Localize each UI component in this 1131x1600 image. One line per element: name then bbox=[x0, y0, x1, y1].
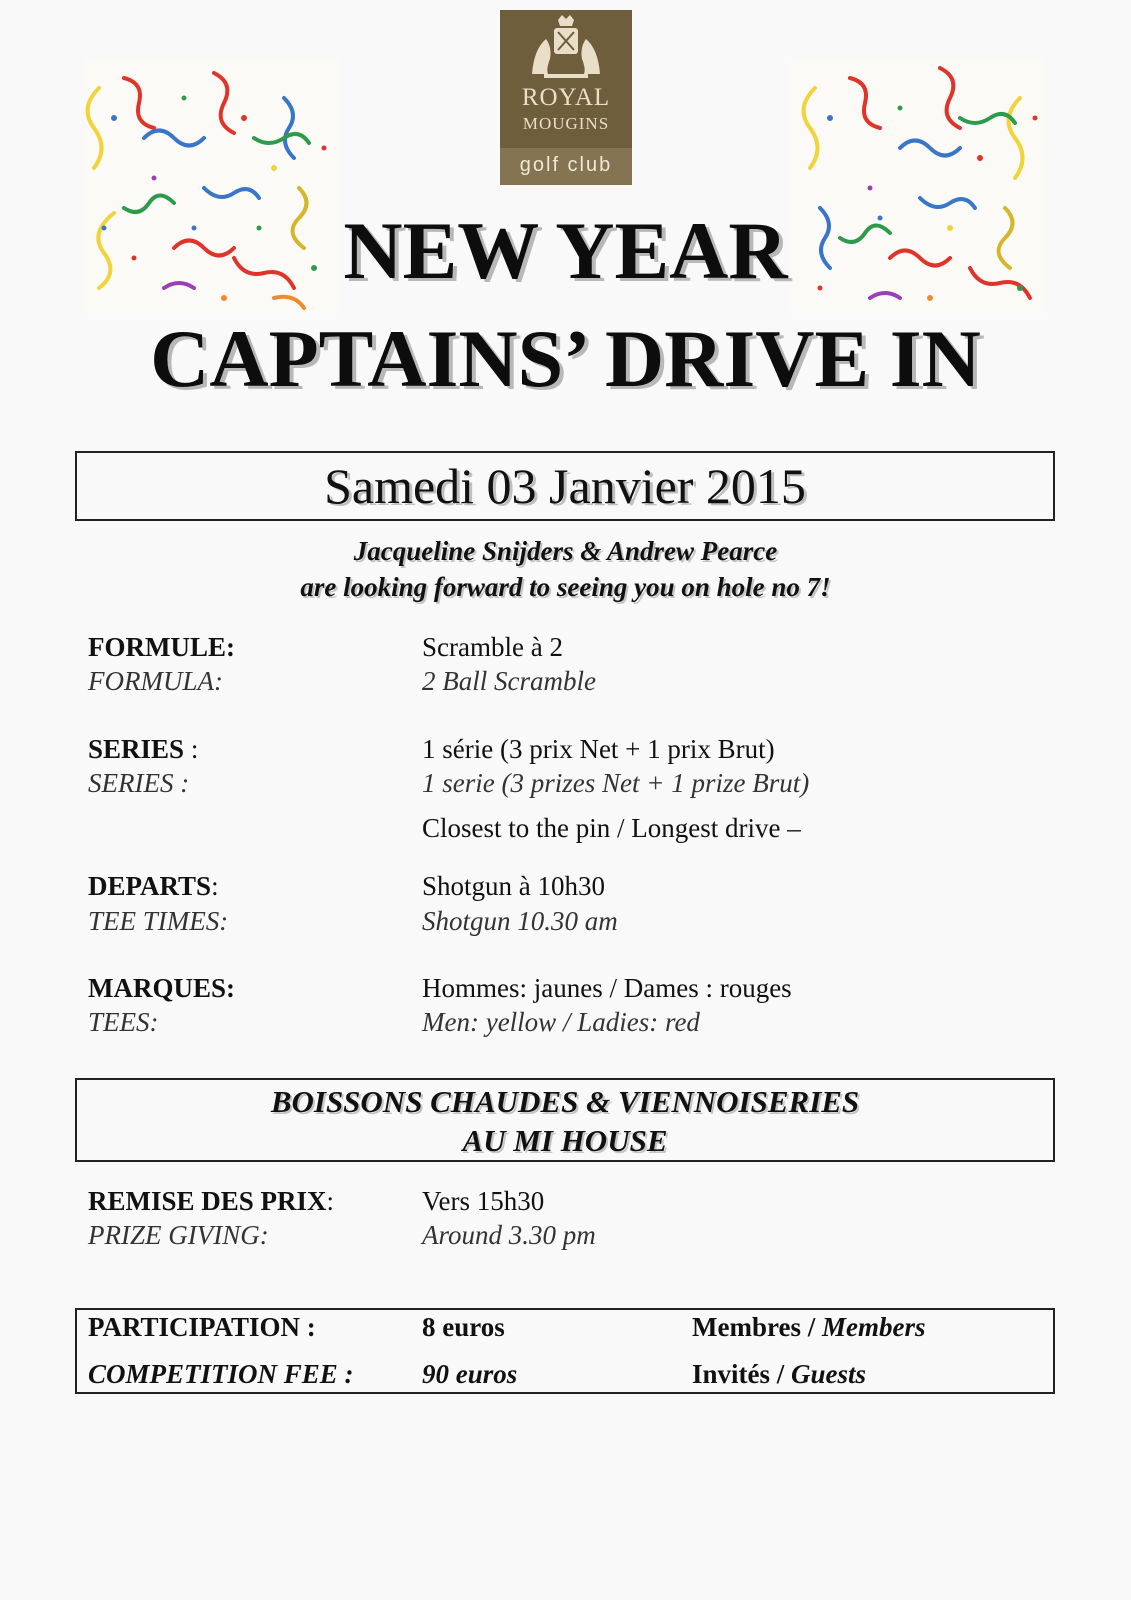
series-label-fr-text: SERIES bbox=[88, 734, 185, 764]
fee-row-1-who bbox=[692, 1312, 925, 1343]
headline-line-2: CAPTAINS’ DRIVE IN bbox=[150, 313, 981, 404]
fee-row-1-who-fr: Membres / bbox=[692, 1312, 822, 1342]
refreshments-box bbox=[75, 1078, 1055, 1162]
marques-label-en: TEES: bbox=[88, 1007, 159, 1037]
date-box bbox=[75, 451, 1055, 521]
prizes-value-en: Around 3.30 pm bbox=[422, 1220, 596, 1250]
departs-label-en: TEE TIMES: bbox=[88, 906, 229, 936]
series-value-en: 1 serie (3 prizes Net + 1 prize Brut) bbox=[422, 768, 810, 798]
fee-row-1-who-en: Members bbox=[821, 1312, 926, 1342]
departs-label-fr-colon: : bbox=[211, 871, 219, 901]
series-label-fr bbox=[88, 734, 198, 765]
prizes-label-en: PRIZE GIVING: bbox=[88, 1220, 269, 1250]
prizes-label-fr bbox=[88, 1186, 334, 1217]
departs-label-fr-text: DEPARTS bbox=[88, 871, 212, 901]
series-extra: Closest to the pin / Longest drive – bbox=[422, 813, 801, 843]
series-value-fr: 1 série (3 prix Net + 1 prix Brut) bbox=[422, 734, 775, 764]
club-logo bbox=[500, 10, 632, 185]
formule-label-fr: FORMULE: bbox=[88, 632, 235, 662]
fee-row-2-who bbox=[692, 1359, 866, 1390]
marques-label-fr: MARQUES: bbox=[88, 973, 235, 1003]
fee-row-2-who-en: Guests bbox=[791, 1359, 867, 1389]
prizes-value-fr: Vers 15h30 bbox=[422, 1186, 545, 1216]
logo-royal: ROYAL bbox=[521, 84, 611, 111]
prizes-label-fr-colon: : bbox=[326, 1186, 335, 1216]
fee-row-2-amount: 90 euros bbox=[422, 1359, 518, 1389]
fee-row-2-who-fr: Invités / bbox=[692, 1359, 792, 1389]
marques-value-fr: Hommes: jaunes / Dames : rouges bbox=[422, 973, 792, 1003]
logo-mougins: MOUGINS bbox=[522, 114, 610, 133]
series-label-en: SERIES : bbox=[88, 768, 190, 798]
refreshments-line-1: BOISSONS CHAUDES & VIENNOISERIES bbox=[270, 1084, 860, 1119]
event-date: Samedi 03 Janvier 2015 bbox=[324, 458, 806, 514]
hosts-line-1: Jacqueline Snijders & Andrew Pearce bbox=[353, 536, 778, 566]
refreshments-line-2: AU MI HOUSE bbox=[462, 1123, 668, 1158]
crest-icon bbox=[524, 14, 608, 84]
marques-value-en: Men: yellow / Ladies: red bbox=[422, 1007, 700, 1037]
departs-value-en: Shotgun 10.30 am bbox=[422, 906, 618, 936]
departs-label-fr bbox=[88, 871, 219, 902]
formule-label-en: FORMULA: bbox=[88, 666, 223, 696]
fee-row-1-label: PARTICIPATION : bbox=[88, 1312, 316, 1342]
formule-value-fr: Scramble à 2 bbox=[422, 632, 563, 662]
fee-row-2-label: COMPETITION FEE : bbox=[88, 1359, 354, 1389]
prizes-label-fr-text: REMISE DES PRIX bbox=[88, 1186, 327, 1216]
departs-value-fr: Shotgun à 10h30 bbox=[422, 871, 606, 901]
hosts-line-2: are looking forward to seeing you on hole no 7! bbox=[300, 572, 831, 602]
logo-golf-club: golf club bbox=[519, 154, 613, 176]
headline-line-1: NEW YEAR bbox=[343, 205, 788, 296]
formule-value-en: 2 Ball Scramble bbox=[422, 666, 596, 696]
series-label-fr-colon: : bbox=[184, 734, 199, 764]
fee-row-1-amount: 8 euros bbox=[422, 1312, 505, 1342]
